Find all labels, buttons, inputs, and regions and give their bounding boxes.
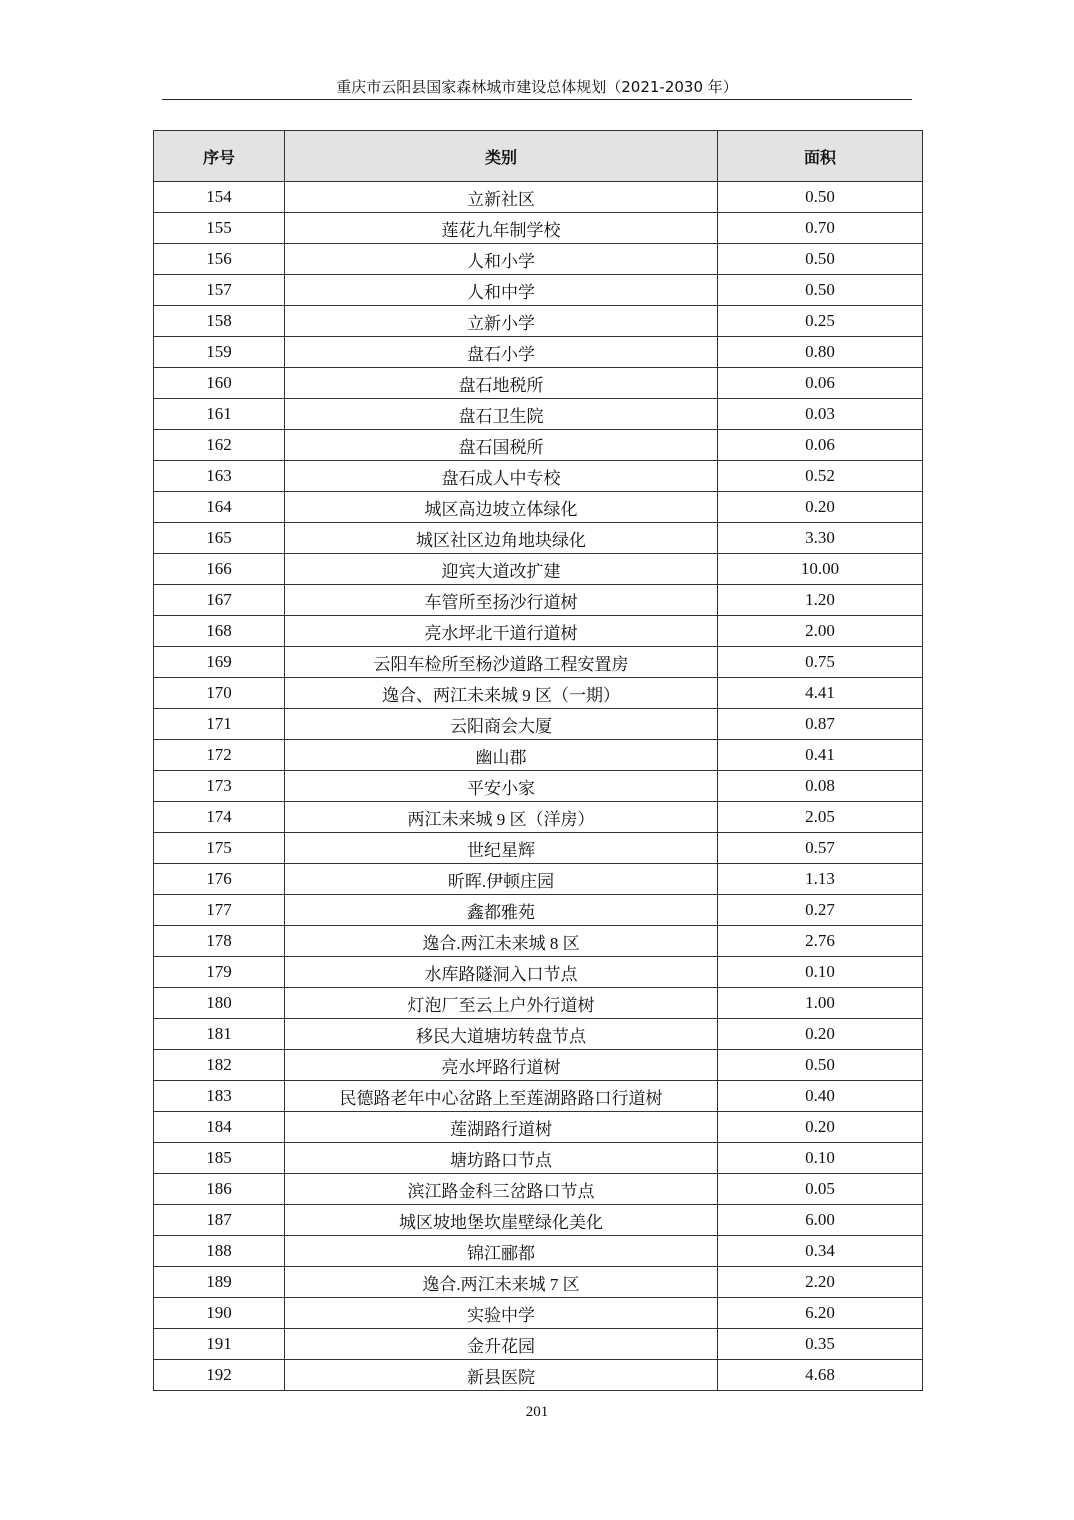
cell-index: 159 xyxy=(154,337,285,368)
page-number: 201 xyxy=(525,1404,549,1420)
cell-index: 183 xyxy=(154,1081,285,1112)
cell-area: 0.06 xyxy=(718,430,923,461)
cell-category: 人和中学 xyxy=(285,275,718,306)
cell-category: 盘石国税所 xyxy=(285,430,718,461)
cell-area: 4.68 xyxy=(718,1360,923,1391)
cell-index: 175 xyxy=(154,833,285,864)
cell-category: 水库路隧洞入口节点 xyxy=(285,957,718,988)
table-row xyxy=(154,182,923,213)
cell-category: 昕晖.伊顿庄园 xyxy=(285,864,718,895)
table-row xyxy=(154,461,923,492)
cell-index: 164 xyxy=(154,492,285,523)
cell-category: 城区社区边角地块绿化 xyxy=(285,523,718,554)
column-header-index: 序号 xyxy=(154,131,285,182)
cell-category: 移民大道塘坊转盘节点 xyxy=(285,1019,718,1050)
cell-category: 盘石成人中专校 xyxy=(285,461,718,492)
table-row xyxy=(154,492,923,523)
table-row xyxy=(154,1298,923,1329)
cell-index: 189 xyxy=(154,1267,285,1298)
cell-index: 173 xyxy=(154,771,285,802)
cell-area: 0.80 xyxy=(718,337,923,368)
cell-index: 171 xyxy=(154,709,285,740)
cell-category: 盘石卫生院 xyxy=(285,399,718,430)
table-row xyxy=(154,1236,923,1267)
cell-index: 181 xyxy=(154,1019,285,1050)
cell-index: 182 xyxy=(154,1050,285,1081)
cell-index: 158 xyxy=(154,306,285,337)
cell-index: 168 xyxy=(154,616,285,647)
cell-area: 0.27 xyxy=(718,895,923,926)
table-row xyxy=(154,337,923,368)
cell-category: 塘坊路口节点 xyxy=(285,1143,718,1174)
cell-index: 156 xyxy=(154,244,285,275)
table-row xyxy=(154,771,923,802)
table-row xyxy=(154,306,923,337)
table-row xyxy=(154,926,923,957)
cell-index: 155 xyxy=(154,213,285,244)
cell-index: 165 xyxy=(154,523,285,554)
table-row xyxy=(154,244,923,275)
table-row xyxy=(154,678,923,709)
cell-area: 0.40 xyxy=(718,1081,923,1112)
cell-category: 人和小学 xyxy=(285,244,718,275)
cell-index: 187 xyxy=(154,1205,285,1236)
cell-category: 亮水坪路行道树 xyxy=(285,1050,718,1081)
cell-index: 180 xyxy=(154,988,285,1019)
cell-area: 0.70 xyxy=(718,213,923,244)
table-row xyxy=(154,430,923,461)
table-row xyxy=(154,1329,923,1360)
table-row xyxy=(154,802,923,833)
cell-category: 幽山郡 xyxy=(285,740,718,771)
table-row xyxy=(154,1143,923,1174)
table-row xyxy=(154,1174,923,1205)
cell-area: 0.08 xyxy=(718,771,923,802)
table-row xyxy=(154,399,923,430)
cell-area: 0.10 xyxy=(718,957,923,988)
cell-index: 179 xyxy=(154,957,285,988)
cell-category: 滨江路金科三岔路口节点 xyxy=(285,1174,718,1205)
cell-area: 0.20 xyxy=(718,1112,923,1143)
cell-area: 1.20 xyxy=(718,585,923,616)
table-header-row xyxy=(154,131,923,182)
cell-index: 191 xyxy=(154,1329,285,1360)
cell-category: 盘石地税所 xyxy=(285,368,718,399)
table-row xyxy=(154,213,923,244)
cell-area: 0.50 xyxy=(718,275,923,306)
cell-category: 民德路老年中心岔路上至莲湖路路口行道树 xyxy=(285,1081,718,1112)
cell-category: 平安小家 xyxy=(285,771,718,802)
table-row xyxy=(154,523,923,554)
cell-category: 世纪星辉 xyxy=(285,833,718,864)
table-row xyxy=(154,1081,923,1112)
cell-category: 亮水坪北干道行道树 xyxy=(285,616,718,647)
cell-category: 城区高边坡立体绿化 xyxy=(285,492,718,523)
cell-category: 锦江郦都 xyxy=(285,1236,718,1267)
cell-index: 174 xyxy=(154,802,285,833)
header-divider xyxy=(162,99,912,100)
cell-category: 莲湖路行道树 xyxy=(285,1112,718,1143)
cell-area: 3.30 xyxy=(718,523,923,554)
table-row xyxy=(154,1267,923,1298)
table-row xyxy=(154,988,923,1019)
cell-index: 170 xyxy=(154,678,285,709)
table-row xyxy=(154,895,923,926)
cell-area: 0.75 xyxy=(718,647,923,678)
table-row xyxy=(154,647,923,678)
cell-area: 0.06 xyxy=(718,368,923,399)
cell-index: 172 xyxy=(154,740,285,771)
cell-index: 188 xyxy=(154,1236,285,1267)
cell-index: 162 xyxy=(154,430,285,461)
table-row xyxy=(154,1019,923,1050)
cell-area: 0.05 xyxy=(718,1174,923,1205)
cell-index: 163 xyxy=(154,461,285,492)
table-row xyxy=(154,616,923,647)
cell-area: 0.20 xyxy=(718,492,923,523)
table-row xyxy=(154,275,923,306)
cell-area: 1.00 xyxy=(718,988,923,1019)
cell-category: 车管所至扬沙行道树 xyxy=(285,585,718,616)
table-row xyxy=(154,368,923,399)
cell-area: 0.41 xyxy=(718,740,923,771)
table-row xyxy=(154,740,923,771)
table-row xyxy=(154,709,923,740)
cell-area: 0.34 xyxy=(718,1236,923,1267)
cell-area: 6.00 xyxy=(718,1205,923,1236)
table-row xyxy=(154,833,923,864)
cell-index: 176 xyxy=(154,864,285,895)
cell-category: 金升花园 xyxy=(285,1329,718,1360)
cell-index: 178 xyxy=(154,926,285,957)
cell-category: 立新社区 xyxy=(285,182,718,213)
cell-index: 166 xyxy=(154,554,285,585)
cell-area: 0.25 xyxy=(718,306,923,337)
cell-area: 0.57 xyxy=(718,833,923,864)
cell-area: 0.50 xyxy=(718,244,923,275)
cell-area: 0.10 xyxy=(718,1143,923,1174)
table-row xyxy=(154,957,923,988)
cell-category: 新县医院 xyxy=(285,1360,718,1391)
cell-category: 城区坡地堡坎崖壁绿化美化 xyxy=(285,1205,718,1236)
cell-area: 0.87 xyxy=(718,709,923,740)
cell-category: 盘石小学 xyxy=(285,337,718,368)
cell-area: 2.05 xyxy=(718,802,923,833)
cell-index: 190 xyxy=(154,1298,285,1329)
cell-area: 0.50 xyxy=(718,1050,923,1081)
cell-area: 1.13 xyxy=(718,864,923,895)
table-row xyxy=(154,864,923,895)
cell-category: 灯泡厂至云上户外行道树 xyxy=(285,988,718,1019)
cell-category: 逸合、两江未来城 9 区（一期） xyxy=(285,678,718,709)
table-row xyxy=(154,585,923,616)
table-row xyxy=(154,1205,923,1236)
cell-index: 167 xyxy=(154,585,285,616)
cell-area: 2.20 xyxy=(718,1267,923,1298)
cell-category: 云阳商会大厦 xyxy=(285,709,718,740)
cell-index: 154 xyxy=(154,182,285,213)
cell-index: 160 xyxy=(154,368,285,399)
cell-index: 169 xyxy=(154,647,285,678)
cell-area: 0.20 xyxy=(718,1019,923,1050)
data-table xyxy=(153,130,923,1391)
cell-index: 177 xyxy=(154,895,285,926)
cell-area: 2.00 xyxy=(718,616,923,647)
cell-index: 186 xyxy=(154,1174,285,1205)
table-row xyxy=(154,1360,923,1391)
cell-category: 逸合.两江未来城 8 区 xyxy=(285,926,718,957)
cell-area: 0.50 xyxy=(718,182,923,213)
cell-index: 192 xyxy=(154,1360,285,1391)
cell-category: 逸合.两江未来城 7 区 xyxy=(285,1267,718,1298)
cell-category: 云阳车检所至杨沙道路工程安置房 xyxy=(285,647,718,678)
table-body xyxy=(154,182,923,1391)
cell-index: 161 xyxy=(154,399,285,430)
table-row xyxy=(154,554,923,585)
cell-area: 6.20 xyxy=(718,1298,923,1329)
cell-category: 莲花九年制学校 xyxy=(285,213,718,244)
cell-area: 10.00 xyxy=(718,554,923,585)
cell-category: 鑫都雅苑 xyxy=(285,895,718,926)
cell-index: 157 xyxy=(154,275,285,306)
cell-area: 0.35 xyxy=(718,1329,923,1360)
column-header-area: 面积 xyxy=(718,131,923,182)
cell-area: 0.52 xyxy=(718,461,923,492)
cell-area: 0.03 xyxy=(718,399,923,430)
cell-index: 185 xyxy=(154,1143,285,1174)
running-header: 重庆市云阳县国家森林城市建设总体规划（2021-2030 年） xyxy=(336,78,738,96)
cell-area: 4.41 xyxy=(718,678,923,709)
column-header-category: 类别 xyxy=(285,131,718,182)
cell-category: 实验中学 xyxy=(285,1298,718,1329)
cell-index: 184 xyxy=(154,1112,285,1143)
cell-area: 2.76 xyxy=(718,926,923,957)
cell-category: 迎宾大道改扩建 xyxy=(285,554,718,585)
cell-category: 两江未来城 9 区（洋房） xyxy=(285,802,718,833)
table-row xyxy=(154,1050,923,1081)
table-row xyxy=(154,1112,923,1143)
cell-category: 立新小学 xyxy=(285,306,718,337)
